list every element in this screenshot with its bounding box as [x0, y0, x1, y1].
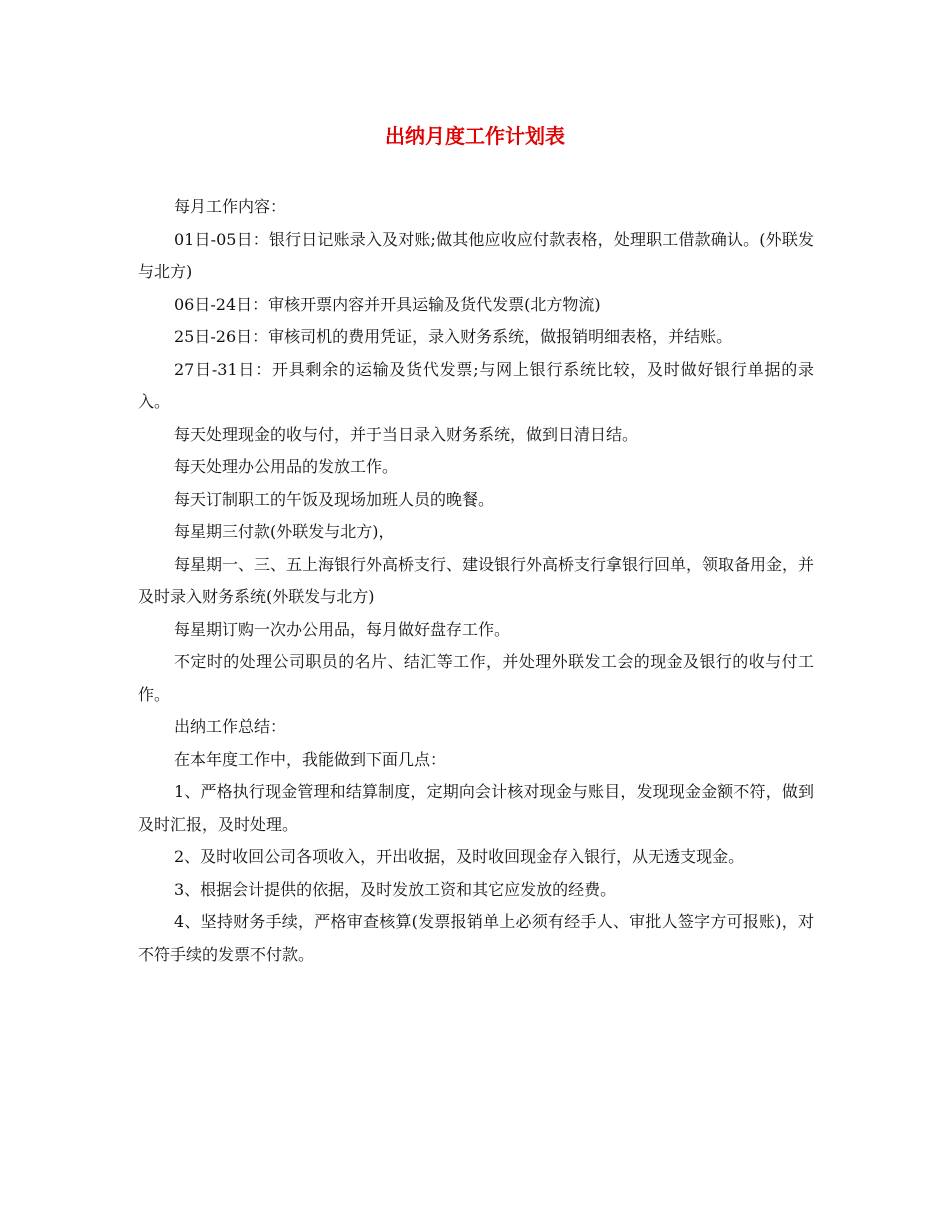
paragraph: 每星期三付款(外联发与北方)， — [174, 522, 395, 541]
document-body — [138, 191, 814, 971]
paragraph: 出纳工作总结： — [174, 717, 287, 736]
paragraph: 每星期订购一次办公用品，每月做好盘存工作。 — [174, 619, 511, 639]
paragraph: 4、坚持财务手续，严格审查核算(发票报销单上必须有经手人、审批人签字方可报账)，对不符手续的发票不付款。 — [138, 912, 814, 964]
paragraph: 每月工作内容： — [174, 197, 287, 216]
paragraph: 每星期一、三、五上海银行外高桥支行、建设银行外高桥支行拿银行回单，领取备用金，并及时录入财务系统(外联发与北方) — [138, 554, 815, 606]
paragraph: 每天订制职工的午饭及现场加班人员的晚餐。 — [174, 489, 495, 509]
paragraph: 3、根据会计提供的依据，及时发放工资和其它应发放的经费。 — [174, 879, 617, 899]
paragraph: 2、及时收回公司各项收入，开出收据，及时收回现金存入银行，从无透支现金。 — [174, 847, 745, 866]
paragraph: 25日-26日：审核司机的费用凭证，录入财务系统，做报销明细表格，并结账。 — [174, 327, 733, 346]
paragraph: 在本年度工作中，我能做到下面几点： — [174, 749, 447, 769]
document-title: 出纳月度工作计划表 — [385, 124, 565, 148]
paragraph: 不定时的处理公司职员的名片、结汇等工作，并处理外联发工会的现金及银行的收与付工作。 — [138, 652, 814, 704]
paragraph: 每天处理办公用品的发放工作。 — [174, 457, 399, 476]
paragraph: 每天处理现金的收与付，并于当日录入财务系统，做到日清日结。 — [174, 424, 639, 444]
paragraph: 06日-24日：审核开票内容并开具运输及货代发票(北方物流) — [174, 294, 601, 314]
paragraph: 1、严格执行现金管理和结算制度，定期向会计核对现金与账目，发现现金金额不符，做到及时汇报，及时处理。 — [138, 782, 814, 834]
paragraph: 01日-05日：银行日记账录入及对账;做其他应收应付款表格，处理职工借款确认。(外联发与北方) — [138, 229, 814, 281]
paragraph: 27日-31日：开具剩余的运输及货代发票;与网上银行系统比较，及时做好银行单据的录入。 — [138, 359, 814, 411]
